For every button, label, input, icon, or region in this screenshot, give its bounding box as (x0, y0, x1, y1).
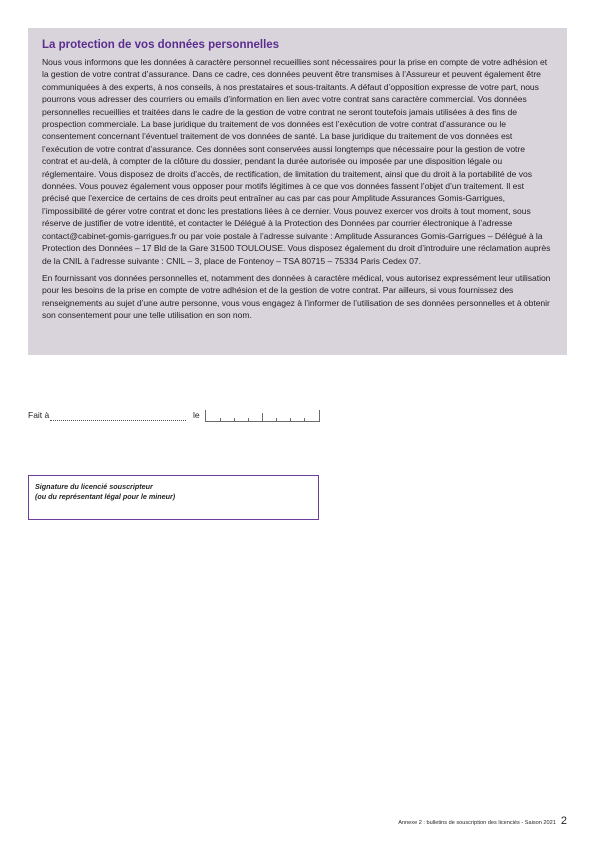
date-tick (234, 418, 235, 421)
page-number: 2 (560, 815, 567, 827)
page-footer (398, 815, 567, 827)
date-tick (304, 418, 305, 421)
date-tick (290, 418, 291, 421)
privacy-paragraph-2: En fournissant vos données personnelles et, notamment des données à caractère médical, vous autorisez expressément leur utilisation pour les besoins de la prise en compte de votre adhésion et de la gestion de votre contrat. Par ailleurs, si vous fournissez des renseignements au sujet d’une autre personne, vous vous engagez à l’informer de l’utilisation de ses données personnelles et à obtenir son consentement pour une telle utilisation en son nom. (42, 272, 551, 321)
place-input[interactable] (50, 420, 186, 421)
date-separator (262, 413, 263, 421)
date-label: le (193, 410, 200, 420)
date-input[interactable] (205, 410, 320, 422)
signature-box[interactable] (28, 475, 319, 520)
date-tick (276, 418, 277, 421)
privacy-notice (28, 28, 567, 355)
footer-text: Annexe 2 : bulletins de souscription des licenciés - Saison 2021 (398, 820, 556, 826)
privacy-title: La protection de vos données personnelles (42, 39, 280, 51)
date-tick (220, 418, 221, 421)
date-tick (248, 418, 249, 421)
fait-label: Fait à (28, 410, 50, 420)
signature-sublabel: (ou du représentant légal pour le mineur) (35, 492, 176, 501)
signature-label: Signature du licencié souscripteur (35, 482, 153, 491)
privacy-paragraph-1: Nous vous informons que les données à caractère personnel recueillies sont nécessaires pour la prise en compte de votre adhésion et la gestion de votre contrat d’assurance. Dans ce cadre, ces données peuvent être transmises à l’Assureur et peuvent également être communiquées à des experts, à nos conseils, à nos prestataires et sous-traitants. A défaut d’opposition expresse de votre part, nous pourrons vous adresser des courriers ou emails d’information en lien avec votre contrat sans caractère commercial. Vos données personnelles recueillies et traitées dans le cadre de la gestion de votre contrat ne seront toutefois jamais utilisées à des fins de prospection commerciale. La base juridique du traitement de vos données est l’exécution de votre contrat d’assurance ou le consentement concernant l’éventuel traitement de vos données de santé. La base juridique du traitement de vos données est l’exécution de votre contrat d’assurance. Ces données sont conservées aussi longtemps que nécessaire pour la gestion de votre contrat et au-delà, à compter de la clôture du dossier, pendant la durée autorisée ou imposée par une disposition légale ou réglementaire. Vous disposez de droits d’accès, de rectification, de limitation du traitement, ainsi que du droit à la portabilité de vos données. Vous pouvez également vous opposer pour motifs légitimes à ce que vos données fassent l’objet d’un traitement. Il est précisé que l’exercice de certains de ces droits peut entraîner au cas par cas pour Amplitude Assurances Gomis-Garrigues, l’impossibilité de gérer votre contrat et donc les prestations liées à ce dernier. Vous pouvez exercer vos droits à tout moment, sous réserve de justifier de votre identité, et contacter le Délégué à la Protection des Données par courrier électronique à l’adresse contact@cabinet-gomis-garrigues.fr ou par voie postale à l’adresse suivante : Amplitude Assurances Gomis-Garrigues – Délégué à la Protection des Données – 17 Bld de la Gare 31500 TOULOUSE. Vous disposez également du droit d’introduire une réclamation auprès de la CNIL à l’adresse suivante : CNIL – 3, place de Fontenoy – TSA 80715 – 75334 Paris Cedex 07. (42, 57, 551, 266)
